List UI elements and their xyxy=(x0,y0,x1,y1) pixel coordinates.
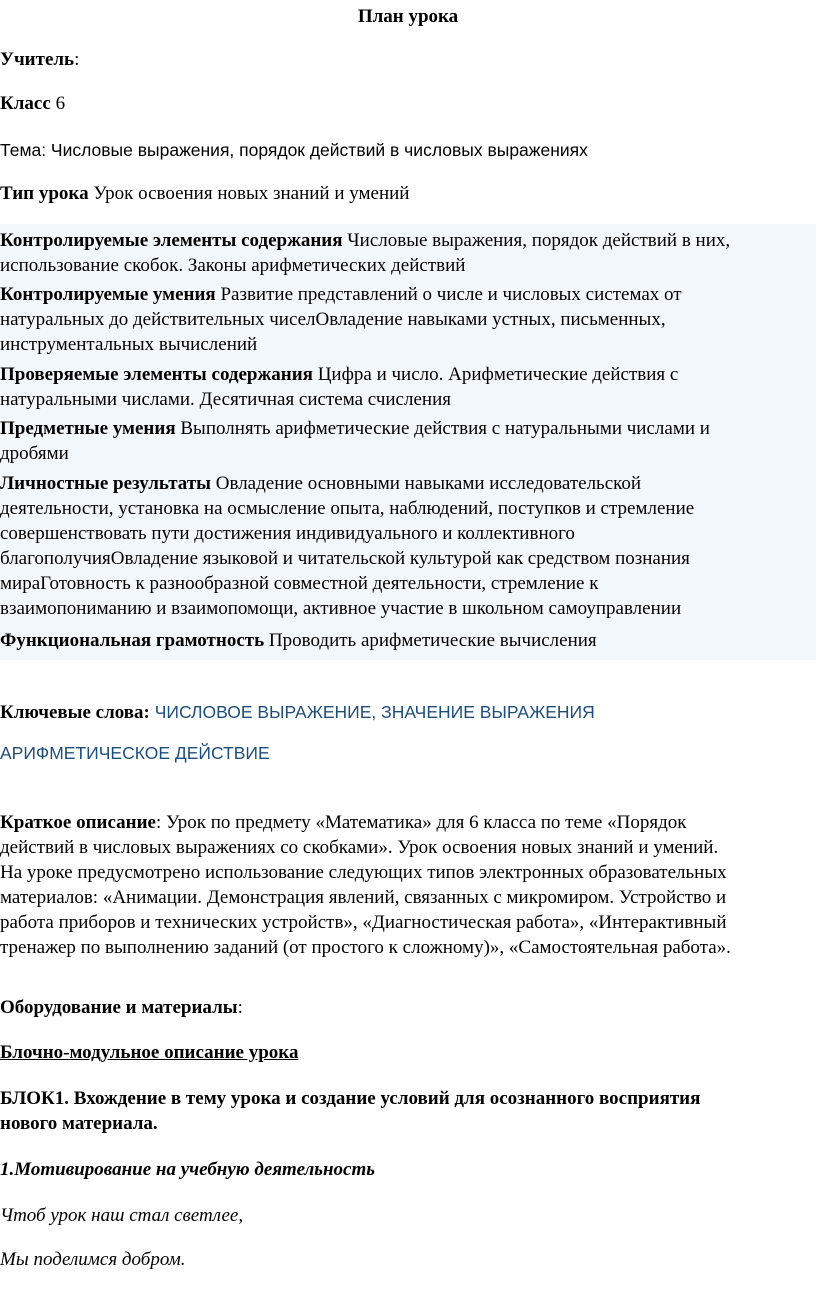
teacher-line xyxy=(0,47,79,72)
controlled-skills xyxy=(0,282,682,357)
equipment-suffix: : xyxy=(237,997,243,1018)
controlled-elements xyxy=(0,228,730,278)
class-value: 6 xyxy=(50,93,66,114)
checked-elements-label: Проверяемые элементы содержания xyxy=(0,364,313,385)
short-description-label: Краткое описание xyxy=(0,812,156,833)
personal-results-line-5: мираГотовность к разнообразной совместной деятельности, стремление к xyxy=(0,573,599,594)
controlled-skills-value-cont: натуральных до действительных чиселОвладение навыками устных, письменных, xyxy=(0,309,666,330)
personal-results xyxy=(0,471,694,621)
poem-line-1: Чтоб урок наш стал светлее, xyxy=(0,1205,244,1226)
personal-results-line-3: совершенствовать пути достижения индивидуального и коллективного xyxy=(0,523,575,544)
block1-heading xyxy=(0,1086,700,1136)
teacher-label: Учитель xyxy=(0,49,75,70)
lesson-type-line xyxy=(0,181,409,206)
short-description-line-4: материалов: «Анимации. Демонстрация явлений, связанных с микромиром. Устройство и xyxy=(0,887,727,908)
controlled-skills-value: Развитие представлений о числе и числовых системах от xyxy=(215,284,682,305)
short-description xyxy=(0,810,731,960)
block1-heading-line-1: БЛОК1. Вхождение в тему урока и создание условий для осознанного восприятия xyxy=(0,1088,701,1109)
subject-skills-label: Предметные умения xyxy=(0,418,176,439)
block-modular-heading-text: Блочно-модульное описание урока xyxy=(0,1042,299,1063)
class-label: Класс xyxy=(0,93,51,114)
subject-skills-value-cont: дробями xyxy=(0,443,69,464)
functional-literacy xyxy=(0,628,597,653)
class-line xyxy=(0,91,65,116)
lesson-type-value: Урок освоения новых знаний и умений xyxy=(88,183,410,204)
keywords-label: Ключевые слова: xyxy=(0,702,150,723)
short-description-line-3: На уроке предусмотрено использование следующих типов электронных образовательных xyxy=(0,862,727,883)
checked-elements xyxy=(0,362,678,412)
keywords-value: ЧИСЛОВОЕ ВЫРАЖЕНИЕ, ЗНАЧЕНИЕ ВЫРАЖЕНИЯ xyxy=(149,702,595,722)
personal-results-line-2: деятельности, установка на осмысление опыта, наблюдений, поступков и стремление xyxy=(0,498,695,519)
short-description-line-1: : Урок по предмету «Математика» для 6 класса по теме «Порядок xyxy=(155,812,687,833)
controlled-elements-value: Числовые выражения, порядок действий в них, xyxy=(342,230,731,251)
checked-elements-value-cont: натуральными числами. Десятичная система счисления xyxy=(0,389,451,410)
keywords xyxy=(0,700,595,725)
functional-literacy-label: Функциональная грамотность xyxy=(0,630,265,651)
topic-line: Тема: Числовые выражения, порядок действий в числовых выражениях xyxy=(0,140,588,160)
equipment-label: Оборудование и материалы xyxy=(0,997,238,1018)
controlled-elements-label: Контролируемые элементы содержания xyxy=(0,230,343,251)
subject-skills-value: Выполнять арифметические действия с натуральными числами и xyxy=(175,418,710,439)
short-description-line-5: работа приборов и технических устройств», «Диагностическая работа», «Интерактивный xyxy=(0,912,727,933)
controlled-skills-value-cont2: инструментальных вычислений xyxy=(0,334,258,355)
page-title: План урока xyxy=(357,6,459,27)
block-modular-heading xyxy=(0,1040,298,1065)
functional-literacy-value: Проводить арифметические вычисления xyxy=(264,630,597,651)
block1-heading-line-2: нового материала. xyxy=(0,1113,158,1134)
personal-results-label: Личностные результаты xyxy=(0,473,211,494)
keywords-value-cont: АРИФМЕТИЧЕСКОЕ ДЕЙСТВИЕ xyxy=(0,743,270,763)
teacher-suffix: : xyxy=(74,49,80,70)
personal-results-line-4: благополучияОвладение языковой и читательской культурой как средством познания xyxy=(0,548,690,569)
lesson-type-label: Тип урока xyxy=(0,183,89,204)
checked-elements-value: Цифра и число. Арифметические действия с xyxy=(312,364,679,385)
subject-skills xyxy=(0,416,710,466)
short-description-line-6: тренажер по выполнению заданий (от простого к сложному)», «Самостоятельная работа». xyxy=(0,937,731,958)
equipment-line xyxy=(0,995,243,1020)
poem-line-2: Мы поделимся добром. xyxy=(0,1249,186,1270)
personal-results-line-6: взаимопониманию и взаимопомощи, активное участие в школьном самоуправлении xyxy=(0,598,682,619)
motivation-heading: 1.Мотивирование на учебную деятельность xyxy=(0,1159,375,1180)
personal-results-value: Овладение основными навыками исследовательской xyxy=(211,473,642,494)
short-description-line-2: действий в числовых выражениях со скобками». Урок освоения новых знаний и умений. xyxy=(0,837,719,858)
controlled-skills-label: Контролируемые умения xyxy=(0,284,216,305)
controlled-elements-value-cont: использование скобок. Законы арифметических действий xyxy=(0,255,466,276)
